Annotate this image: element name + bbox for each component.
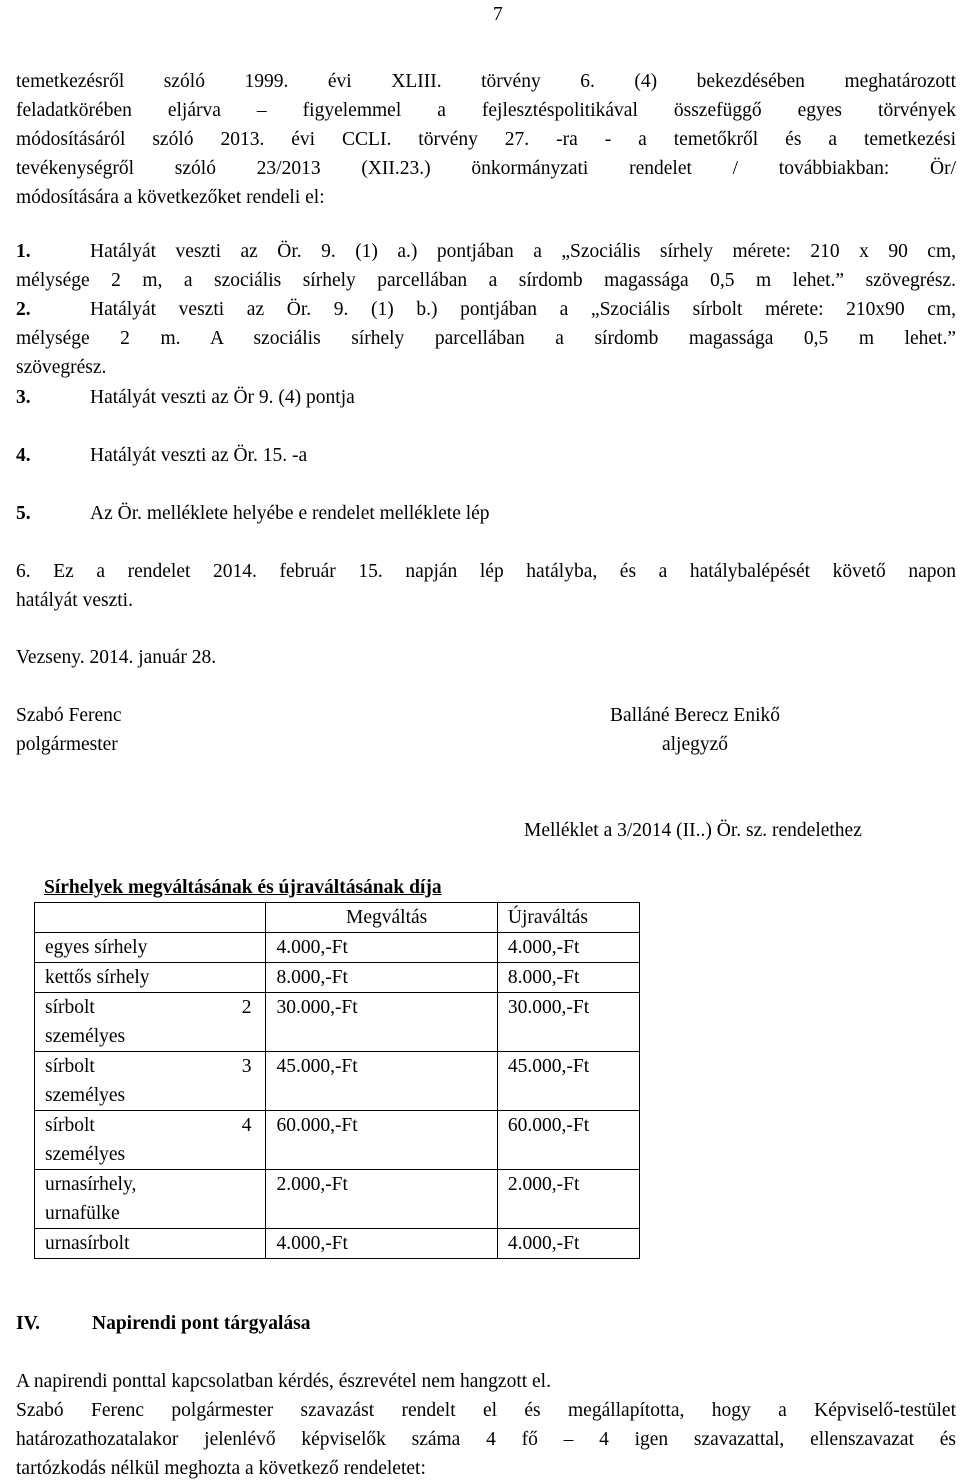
item-cell <box>35 1052 266 1111</box>
item-label-2: személyes <box>45 1085 126 1106</box>
intro-line: feladatkörében eljárva – figyelemmel a fejlesztéspolitikával összefüggő egyes törvények <box>16 100 956 121</box>
date-place: Vezseny. 2014. január 28. <box>16 647 217 668</box>
section-number: 1. <box>16 241 31 262</box>
table-row <box>35 1111 640 1170</box>
paragraph-line: határozathozatalakor jelenlévő képviselők száma 4 fő – 4 igen szavazattal, ellenszavazat és <box>16 1429 956 1450</box>
section-text: Hatályát veszti az Ör. 9. (1) b.) pontjában a „Szociális sírbolt mérete: 210x90 cm, <box>90 299 956 320</box>
item-label: sírbolt <box>45 1115 95 1136</box>
item-label-2: személyes <box>45 1144 126 1165</box>
column-header: Újraváltás <box>497 903 639 933</box>
section-number: 4. <box>16 445 31 466</box>
signature-title: aljegyző <box>661 734 729 755</box>
item-label: sírbolt <box>45 1056 95 1077</box>
signature-left <box>16 701 316 759</box>
agenda-heading <box>16 1309 956 1338</box>
paragraph-line: Szabó Ferenc polgármester szavazást rendelt el és megállapította, hogy a Képviselő-testület <box>16 1400 956 1421</box>
megvaltas-cell: 4.000,-Ft <box>266 933 497 963</box>
item-cell: egyes sírhely <box>35 933 266 963</box>
signature-name: Szabó Ferenc <box>16 705 122 726</box>
agenda-roman: IV. <box>16 1313 41 1334</box>
table-row <box>35 1052 640 1111</box>
page-number: 7 <box>493 4 503 25</box>
megvaltas-cell: 45.000,-Ft <box>266 1052 497 1111</box>
signature-name: Balláné Berecz Enikő <box>609 705 780 726</box>
section-number: 2. <box>16 299 31 320</box>
item-count: 2 <box>241 997 252 1018</box>
column-header: Megváltás <box>266 903 497 933</box>
agenda-title: Napirendi pont tárgyalása <box>92 1313 311 1334</box>
ujravaltas-cell: 2.000,-Ft <box>497 1170 639 1229</box>
intro-line: tevékenységről szóló 23/2013 (XII.23.) önkormányzati rendelet / továbbiakban: Ör/ <box>16 158 956 179</box>
item-label-2: személyes <box>45 1026 126 1047</box>
ujravaltas-cell: 4.000,-Ft <box>497 1229 639 1259</box>
table-row <box>35 933 640 963</box>
agenda-paragraph-1: A napirendi ponttal kapcsolatban kérdés, észrevétel nem hangzott el. <box>16 1371 551 1392</box>
ujravaltas-cell: 8.000,-Ft <box>497 963 639 993</box>
table-row <box>35 963 640 993</box>
table-cell <box>35 903 266 933</box>
agenda-paragraph-2 <box>16 1396 956 1483</box>
annex-header: Melléklet a 3/2014 (II..) Ör. sz. rendelethez <box>524 820 862 841</box>
intro-line: módosításáról szóló 2013. évi CCLI. törvény 27. -ra - a temetőkről és a temetkezési <box>16 129 956 150</box>
section-number: 5. <box>16 503 31 524</box>
item-cell <box>35 1170 266 1229</box>
megvaltas-cell: 60.000,-Ft <box>266 1111 497 1170</box>
section-text: 6. Ez a rendelet 2014. február 15. napján lép hatályba, és a hatálybalépését követő napon <box>16 561 956 582</box>
intro-line: temetkezésről szóló 1999. évi XLIII. törvény 6. (4) bekezdésében meghatározott <box>16 71 956 92</box>
section-text: mélysége 2 m. A szociális sírhely parcellában a sírdomb magassága 0,5 m lehet.” <box>16 328 956 349</box>
section-6 <box>16 557 956 615</box>
item-label-2: urnafülke <box>45 1203 120 1224</box>
table-header-row <box>35 903 640 933</box>
fee-table-title: Sírhelyek megváltásának és újraváltásának díja <box>44 877 442 898</box>
table-row <box>35 1170 640 1229</box>
section-text: mélysége 2 m, a szociális sírhely parcellában a sírdomb magassága 0,5 m lehet.” szövegrész. <box>16 270 956 291</box>
section-1 <box>16 237 956 295</box>
ujravaltas-cell: 45.000,-Ft <box>497 1052 639 1111</box>
intro-paragraph <box>16 67 956 212</box>
table-row <box>35 993 640 1052</box>
item-label: sírbolt <box>45 997 95 1018</box>
signature-right <box>520 701 870 759</box>
section-4 <box>16 441 956 470</box>
item-label: urnasírhely, <box>45 1174 137 1195</box>
section-5 <box>16 499 956 528</box>
item-cell: kettős sírhely <box>35 963 266 993</box>
ujravaltas-cell: 60.000,-Ft <box>497 1111 639 1170</box>
fee-table <box>34 902 640 1259</box>
section-text: szövegrész. <box>16 357 107 378</box>
intro-line: módosítására a következőket rendeli el: <box>16 187 325 208</box>
item-count: 3 <box>241 1056 252 1077</box>
section-3 <box>16 383 956 412</box>
megvaltas-cell: 2.000,-Ft <box>266 1170 497 1229</box>
paragraph-line: tartózkodás nélkül meghozta a következő rendeletet: <box>16 1458 426 1479</box>
item-count: 4 <box>241 1115 252 1136</box>
item-cell: urnasírbolt <box>35 1229 266 1259</box>
ujravaltas-cell: 30.000,-Ft <box>497 993 639 1052</box>
item-cell <box>35 1111 266 1170</box>
section-2 <box>16 295 956 382</box>
ujravaltas-cell: 4.000,-Ft <box>497 933 639 963</box>
section-text: Hatályát veszti az Ör. 15. -a <box>90 445 308 466</box>
section-text: Az Ör. melléklete helyébe e rendelet melléklete lép <box>90 503 490 524</box>
section-text: Hatályát veszti az Ör. 9. (1) a.) pontjában a „Szociális sírhely mérete: 210 x 90 cm, <box>90 241 956 262</box>
section-number: 3. <box>16 387 31 408</box>
table-row <box>35 1229 640 1259</box>
megvaltas-cell: 30.000,-Ft <box>266 993 497 1052</box>
section-text: hatályát veszti. <box>16 590 133 611</box>
signature-title: polgármester <box>16 734 118 755</box>
section-text: Hatályát veszti az Ör 9. (4) pontja <box>90 387 355 408</box>
item-cell <box>35 993 266 1052</box>
megvaltas-cell: 4.000,-Ft <box>266 1229 497 1259</box>
megvaltas-cell: 8.000,-Ft <box>266 963 497 993</box>
